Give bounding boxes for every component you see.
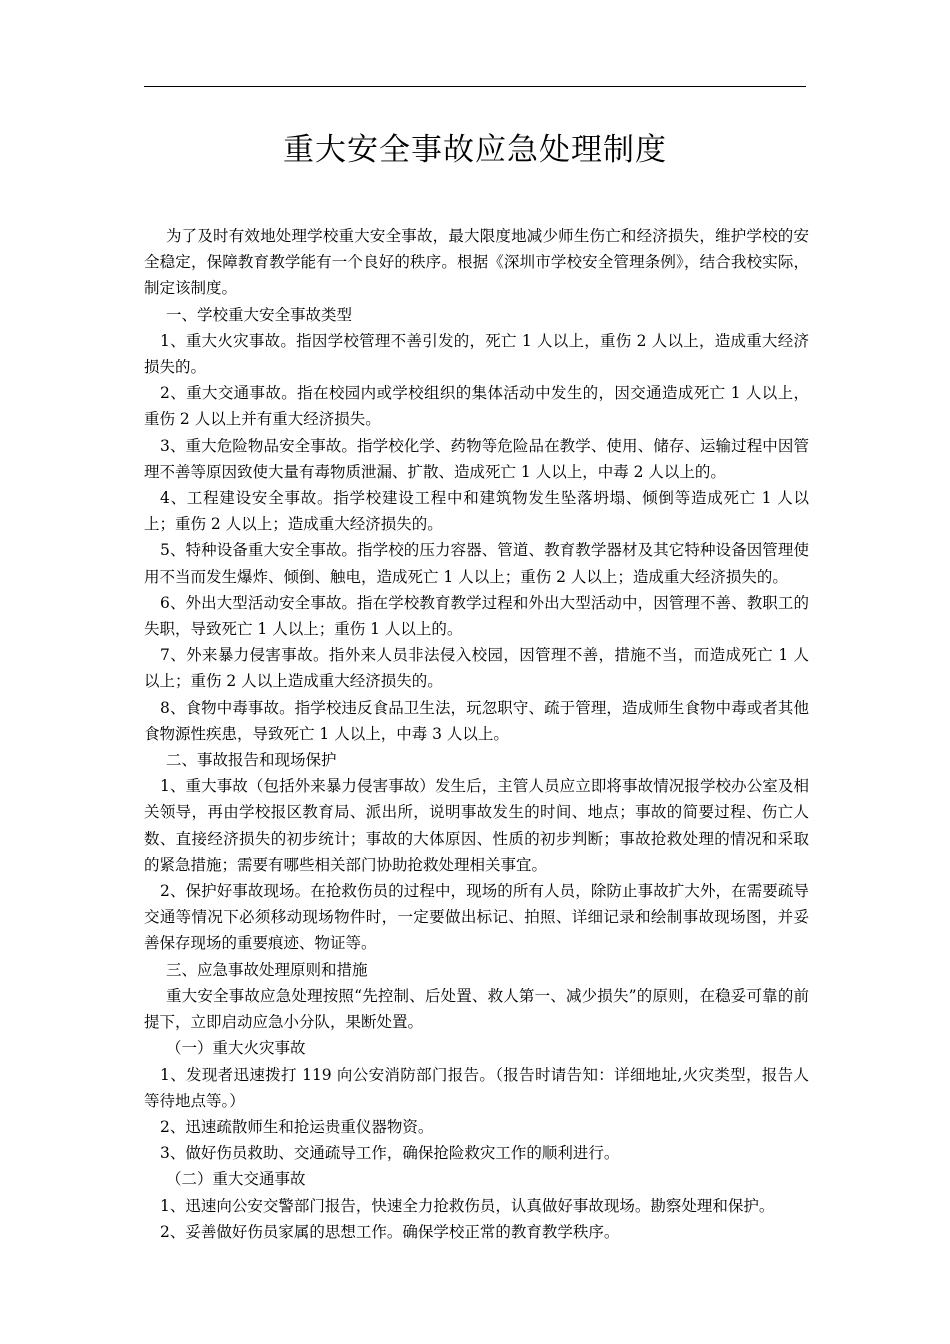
paragraph: 1、迅速向公安交警部门报告，快速全力抢救伤员，认真做好事故现场。勘察处理和保护。 (160, 1196, 775, 1215)
paragraph: 1、发现者迅速拨打 119 向公安消防部门报告。（报告时请告知：详细地址,火灾类型，报告人等待地点等。） (144, 1065, 809, 1110)
subheading-traffic: （二）重大交通事故 (166, 1170, 306, 1189)
subheading-fire: （一）重大火灾事故 (166, 1039, 306, 1058)
document-title: 重大安全事故应急处理制度 (283, 132, 667, 168)
paragraph: 5、特种设备重大安全事故。指学校的压力容器、管道、教育教学器材及其它特种设备因管理使用不当而发生爆炸、倾倒、触电，造成死亡 1 人以上；重伤 2 人以上；造成重大经济损失的。 (144, 541, 809, 586)
paragraph: 2、妥善做好伤员家属的思想工作。确保学校正常的教育教学秩序。 (160, 1222, 620, 1241)
paragraph: 2、保护好事故现场。在抢救伤员的过程中，现场的所有人员，除防止事故扩大外，在需要疏导交通等情况下必须移动现场物件时，一定要做出标记、拍照、详细记录和绘制事故现场图，并妥善保存现场的重要痕迹、物证等。 (144, 882, 809, 953)
paragraph: 重大安全事故应急处理按照“先控制、后处置、救人第一、减少损失”的原则，在稳妥可靠的前提下，立即启动应急小分队，果断处置。 (144, 986, 809, 1032)
paragraph: 7、外来暴力侵害事故。指外来人员非法侵入校园，因管理不善，措施不当，而造成死亡 1 人以上；重伤 2 人以上造成重大经济损失的。 (144, 646, 809, 691)
intro-paragraph: 为了及时有效地处理学校重大安全事故，最大限度地减少师生伤亡和经济损失，维护学校的安全稳定，保障教育教学能有一个良好的秩序。根据《深圳市学校安全管理条例》，结合我校实际，制定该制度。 (144, 227, 809, 298)
section-heading-types: 一、学校重大安全事故类型 (166, 305, 353, 324)
paragraph: 4、工程建设安全事故。指学校建设工程中和建筑物发生坠落坍塌、倾倒等造成死亡 1 人以上；重伤 2 人以上；造成重大经济损失的。 (144, 489, 809, 534)
paragraph: 2、迅速疏散师生和抢运贵重仪器物资。 (160, 1117, 434, 1136)
paragraph: 2、重大交通事故。指在校园内或学校组织的集体活动中发生的，因交通造成死亡 1 人以上，重伤 2 人以上并有重大经济损失。 (144, 384, 809, 429)
paragraph: 1、重大火灾事故。指因学校管理不善引发的，死亡 1 人以上，重伤 2 人以上，造成重大经济损失的。 (144, 331, 809, 377)
header-rule (144, 86, 806, 87)
paragraph: 8、食物中毒事故。指学校违反食品卫生法，玩忽职守、疏于管理，造成师生食物中毒或者其他食物源性疾患，导致死亡 1 人以上，中毒 3 人以上。 (144, 698, 809, 743)
paragraph: 6、外出大型活动安全事故。指在学校教育教学过程和外出大型活动中，因管理不善、教职工的失职，导致死亡 1 人以上；重伤 1 人以上的。 (144, 593, 809, 639)
paragraph: 3、做好伤员救助、交通疏导工作，确保抢险救灾工作的顺利进行。 (160, 1144, 620, 1163)
section-heading-report: 二、事故报告和现场保护 (166, 751, 337, 770)
document-body (144, 223, 809, 1245)
paragraph: 1、重大事故（包括外来暴力侵害事故）发生后，主管人员应立即将事故情况报学校办公室及相关领导，再由学校报区教育局、派出所，说明事故发生的时间、地点；事故的简要过程、伤亡人数、直接经济损失的初步统计；事故的大体原因、性质的初步判断；事故抢救处理的情况和采取的紧急措施；需要有哪些相关部门协助抢救处理相关事宜。 (144, 777, 809, 874)
section-heading-measures: 三、应急事故处理原则和措施 (166, 960, 368, 979)
paragraph: 3、重大危险物品安全事故。指学校化学、药物等危险品在教学、使用、储存、运输过程中因管理不善等原因致使大量有毒物质泄漏、扩散、造成死亡 1 人以上，中毒 2 人以上的。 (144, 436, 809, 481)
